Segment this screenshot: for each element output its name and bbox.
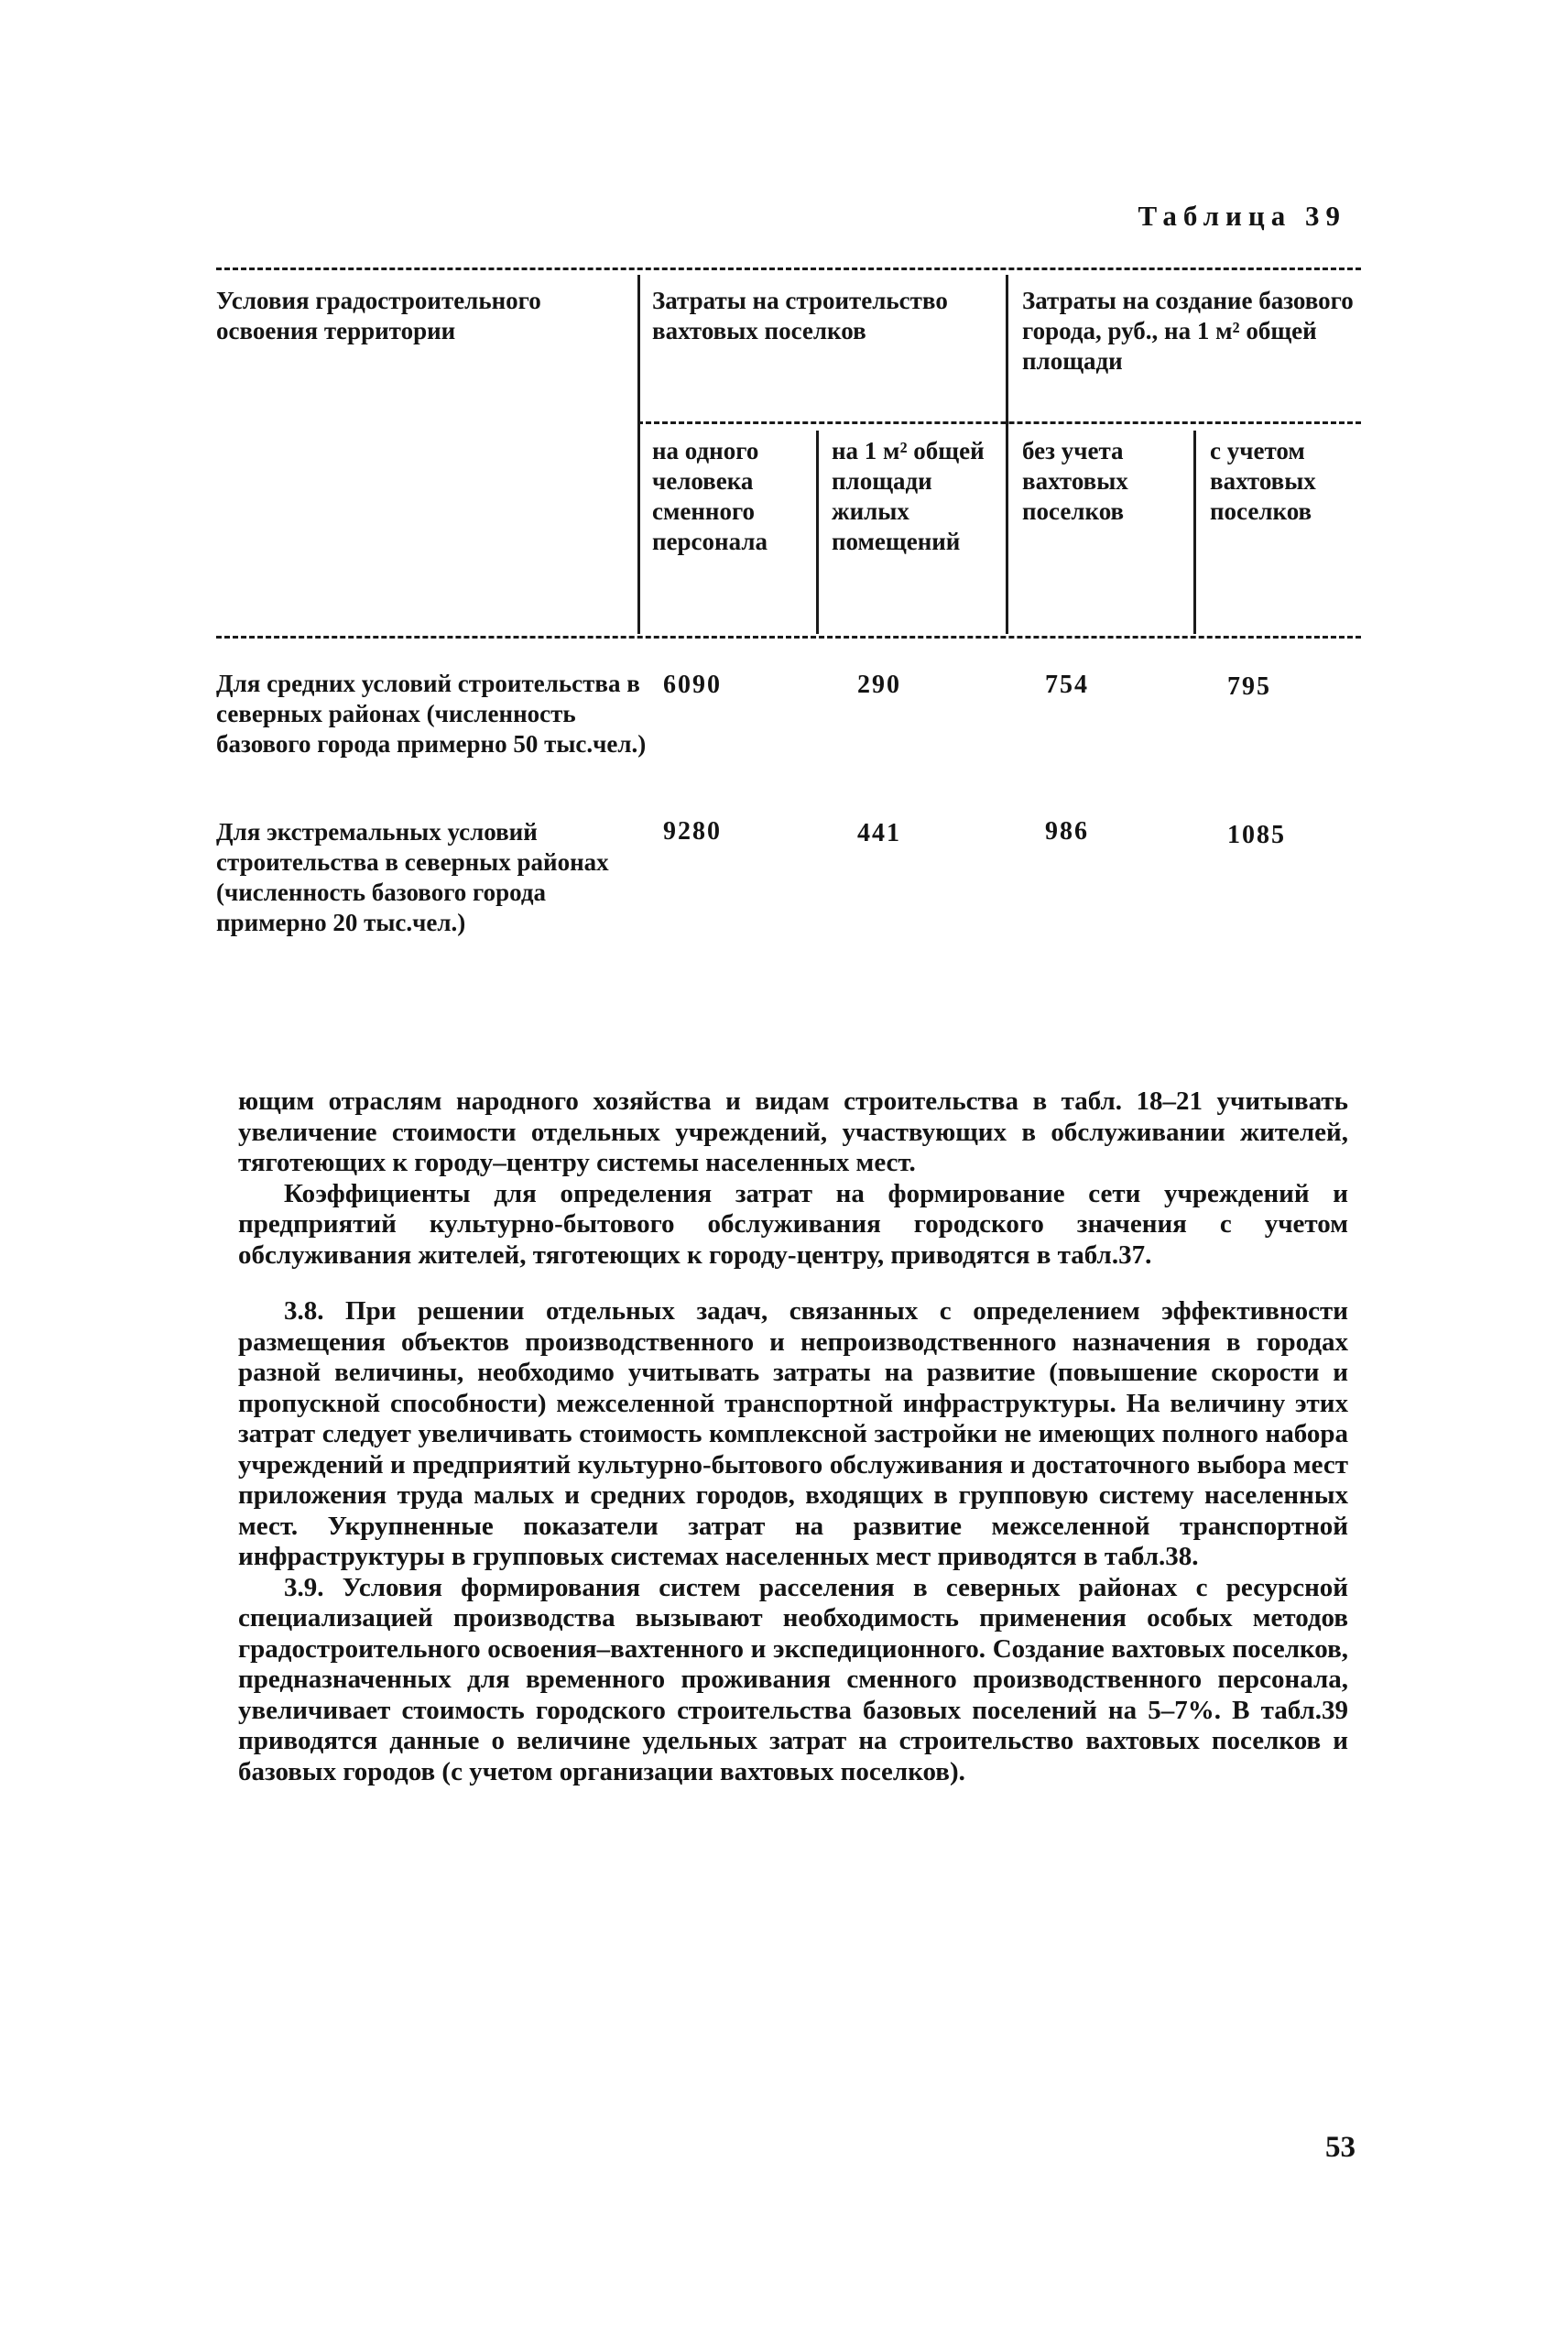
data-table xyxy=(216,258,1361,991)
paragraph-4: 3.9. Условия формирования систем расселения в северных районах с ресурсной специализацией производства вызывают необходимость применения особых методов градостроительного освоения–вахтенного и экспедиционного. Создание вахтовых поселков, предназначенных для временного проживания сменного производственного персонала, увеличивает стоимость городского строительства базовых поселений на 5–7%. В табл.39 приводятся данные о величине удельных затрат на строительство вахтовых поселков и базовых городов (с учетом организации вахтовых поселков). xyxy=(238,1572,1348,1786)
row-2-per-person: 9280 xyxy=(663,817,722,846)
row-1-per-person: 6090 xyxy=(663,671,722,699)
table-header-bottom-rule xyxy=(216,636,1361,639)
row-2-condition: Для экстремальных условий строительства в северных районах (численность базового города примерно 20 тыс.чел.) xyxy=(216,818,609,936)
table-vrule-4 xyxy=(1193,431,1196,634)
body-text xyxy=(238,1087,1348,1787)
header-group-base-city: Затраты на создание базового города, руб., на 1 м² общей площади xyxy=(1022,287,1354,375)
row-1-per-m2: 290 xyxy=(857,671,901,699)
subheader-with: с учетом вахтовых поселков xyxy=(1210,437,1316,525)
paragraph-2: Коэффициенты для определения затрат на формирование сети учреждений и предприятий культурно-бытового обслуживания городского значения с учетом обслуживания жителей, тяготеющих к городу-центру, приводятся в табл.37. xyxy=(238,1178,1348,1270)
paragraph-1: ющим отраслям народного хозяйства и видам строительства в табл. 18–21 учитывать увеличение стоимости отдельных учреждений, участвующих в обслуживании жителей, тяготеющих к городу–центру системы населенных мест. xyxy=(238,1087,1348,1177)
table-vrule-3 xyxy=(1006,275,1008,634)
subheader-without: без учета вахтовых поселков xyxy=(1022,437,1128,525)
row-1-without: 754 xyxy=(1045,671,1089,699)
subheader-per-m2: на 1 м² общей площади жилых помещений xyxy=(832,437,985,555)
table-vrule-2 xyxy=(816,431,819,634)
row-2-with: 1085 xyxy=(1227,821,1286,849)
subheader-per-person: на одного человека сменного персонала xyxy=(652,437,768,555)
row-2-without: 986 xyxy=(1045,817,1089,846)
row-1-condition: Для средних условий строительства в северных районах (численность базового города примерно 50 тыс.чел.) xyxy=(216,670,647,758)
page-number: 53 xyxy=(1325,2131,1356,2164)
row-1-with: 795 xyxy=(1227,672,1271,701)
table-caption: Таблица 39 xyxy=(1138,200,1346,232)
table-vrule-1 xyxy=(637,275,640,634)
row-2-per-m2: 441 xyxy=(857,819,901,847)
header-group-settlements: Затраты на строительство вахтовых поселков xyxy=(652,287,948,344)
paragraph-3: 3.8. При решении отдельных задач, связанных с определением эффективности размещения объектов производственного и непроизводственного назначения в городах разной величины, необходимо учитывать затраты на развитие (повышение скорости и пропускной способности) межселенной транспортной инфраструктуры. На величину этих затрат следует увеличивать стоимость комплексной застройки не имеющих полного набора учреждений и предприятий культурно-бытового обслуживания и достаточного выбора мест приложения труда малых и средних городов, входящих в групповую систему населенных мест. Укрупненные показатели затрат на развитие межселенной транспортной инфраструктуры в групповых системах населенных мест приводятся в табл.38. xyxy=(238,1296,1348,1571)
header-conditions: Условия градостроительного освоения территории xyxy=(216,287,541,344)
table-top-rule xyxy=(216,268,1361,270)
table-subheader-rule xyxy=(637,421,1361,424)
